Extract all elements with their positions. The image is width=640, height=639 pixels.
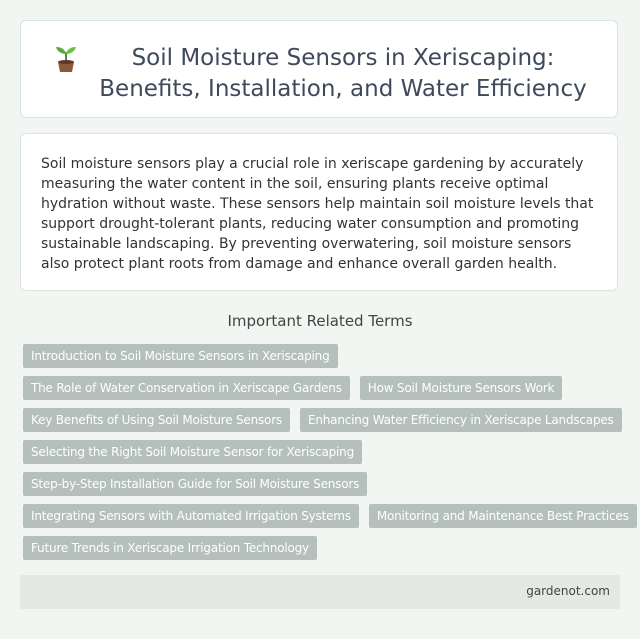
term-tag[interactable]: The Role of Water Conservation in Xeriscape Gardens xyxy=(23,376,350,400)
term-tag[interactable]: Selecting the Right Soil Moisture Sensor for Xeriscaping xyxy=(23,440,362,464)
intro-card xyxy=(20,133,618,291)
terms-heading: Important Related Terms xyxy=(227,312,413,330)
term-tag[interactable]: Future Trends in Xeriscape Irrigation Technology xyxy=(23,536,317,560)
term-tag[interactable]: Step-by-Step Installation Guide for Soil Moisture Sensors xyxy=(23,472,367,496)
footer xyxy=(20,575,620,609)
title-card xyxy=(20,20,618,118)
footer-site-link[interactable]: gardenot.com xyxy=(526,584,610,598)
intro-paragraph: Soil moisture sensors play a crucial role in xeriscape gardening by accurately measuring the water content in the soil, ensuring plants receive optimal hydration without waste. These sensors help maintain soil moisture levels that support drought-tolerant plants, reducing water consumption and promoting sustainable landscaping. By preventing overwatering, soil moisture sensors also protect plant roots from damage and enhance overall garden health. xyxy=(41,156,594,272)
term-tag[interactable]: Key Benefits of Using Soil Moisture Sensors xyxy=(23,408,290,432)
term-tag[interactable]: Integrating Sensors with Automated Irrigation Systems xyxy=(23,504,359,528)
term-tag[interactable]: Monitoring and Maintenance Best Practices xyxy=(369,504,637,528)
related-terms-list xyxy=(23,344,629,568)
page-title: Soil Moisture Sensors in Xeriscaping: Benefits, Installation, and Water Efficiency xyxy=(99,45,587,102)
term-tag[interactable]: Introduction to Soil Moisture Sensors in Xeriscaping xyxy=(23,344,338,368)
term-tag[interactable]: Enhancing Water Efficiency in Xeriscape Landscapes xyxy=(300,408,622,432)
term-tag[interactable]: How Soil Moisture Sensors Work xyxy=(360,376,562,400)
